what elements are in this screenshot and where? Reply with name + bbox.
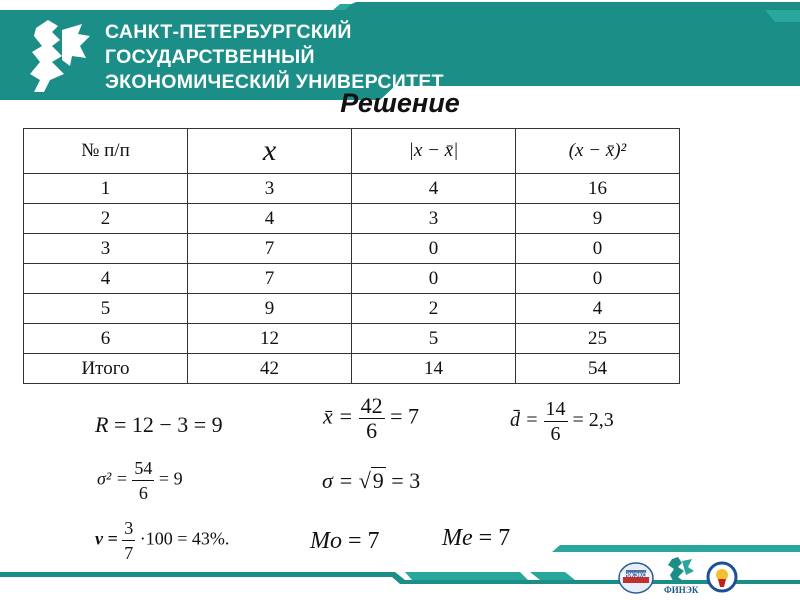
table-row [24, 174, 680, 204]
formula-mean-den: 6 [366, 418, 378, 443]
table-cell: 5 [352, 324, 516, 354]
logo-seal [706, 561, 738, 593]
table-cell: 4 [24, 264, 188, 294]
table-row [24, 234, 680, 264]
table-cell: 2 [24, 204, 188, 234]
table-cell: 9 [188, 294, 352, 324]
formula-cv-den: 7 [124, 543, 134, 563]
table-row [24, 204, 680, 234]
table-row [24, 324, 680, 354]
university-name [105, 20, 444, 95]
formula-mean-num: 42 [360, 393, 383, 418]
table-cell: 7 [188, 234, 352, 264]
table-cell: 4 [516, 294, 680, 324]
formula-variance-lhs: σ² = [97, 468, 128, 489]
table-cell: 3 [24, 234, 188, 264]
table-cell: 0 [352, 234, 516, 264]
formula-mean [323, 394, 419, 443]
formula-range-lhs: R [95, 412, 109, 437]
formula-stdev-result: = 3 [391, 468, 421, 493]
formula-variance-num: 54 [132, 456, 154, 481]
formula-range-rhs: = 12 − 3 = 9 [113, 412, 223, 437]
table-cell: 54 [516, 354, 680, 384]
formula-stdev [322, 468, 420, 494]
formula-cv-result: ·100 = 43%. [139, 528, 230, 549]
table-cell: 3 [352, 204, 516, 234]
formula-median-label: Me [442, 525, 473, 551]
logo-finek-text: ФИНЭК [664, 585, 699, 595]
sqrt-icon: √ [358, 468, 371, 493]
formula-mode-value: = 7 [348, 528, 380, 554]
table-cell: 4 [188, 204, 352, 234]
formula-cv-num: 3 [122, 516, 135, 541]
logo-finek [662, 555, 698, 597]
header-banner [0, 0, 800, 100]
table-row [24, 264, 680, 294]
table-row [24, 294, 680, 324]
footer-band [0, 535, 800, 600]
slide-title: Решение [340, 88, 460, 118]
table-cell: 6 [24, 324, 188, 354]
university-name-line1: САНКТ-ПЕТЕРБУРГСКИЙ [105, 21, 352, 43]
formula-variance [97, 456, 183, 505]
formula-stdev-lhs: σ = [322, 468, 359, 493]
table-header-row [24, 129, 680, 174]
university-name-line2: ГОСУДАРСТВЕННЫЙ [105, 46, 315, 68]
table-cell: 0 [516, 234, 680, 264]
formula-mad-num: 14 [545, 398, 566, 420]
formula-mode-label: Mo [310, 528, 342, 554]
university-name-line3: ЭКОНОМИЧЕСКИЙ УНИВЕРСИТЕТ [105, 71, 444, 93]
logo-inzhekon [617, 561, 655, 595]
formula-median-value: = 7 [478, 525, 511, 551]
table-cell: 5 [24, 294, 188, 324]
formula-cv-lhs: v = [95, 528, 118, 549]
solution-table [23, 128, 680, 384]
table-cell: 16 [516, 174, 680, 204]
formula-variance-result: = 9 [158, 468, 183, 489]
formula-mad-den: 6 [550, 423, 561, 445]
table-cell: 3 [188, 174, 352, 204]
table-cell: 0 [516, 264, 680, 294]
formula-variance-fraction [132, 456, 154, 505]
table-cell: 14 [352, 354, 516, 384]
table-cell: 42 [188, 354, 352, 384]
formula-mad-lhs: d̄ = [510, 409, 539, 432]
formula-mad-result: = 2,3 [572, 409, 614, 432]
table-cell: 7 [188, 264, 352, 294]
table-cell: 4 [352, 174, 516, 204]
table-cell: 0 [352, 264, 516, 294]
table-cell: 1 [24, 174, 188, 204]
formula-mean-result: = 7 [390, 403, 420, 429]
formula-mean-lhs: x̄ = [323, 403, 354, 429]
header-squared-deviation: (x − x̄)² [516, 129, 680, 174]
formula-variance-den: 6 [138, 483, 148, 503]
finek-griffin-icon [662, 555, 698, 585]
formula-stdev-radicand: 9 [372, 468, 384, 493]
table-cell: 9 [516, 204, 680, 234]
header-number: № п/п [24, 129, 188, 174]
table-cell: 25 [516, 324, 680, 354]
table-cell: 12 [188, 324, 352, 354]
table-total-row [24, 354, 680, 384]
logo-inzhekon-text: ИНЖЭКОН [620, 573, 651, 579]
formula-mad-fraction [544, 397, 568, 446]
header-abs-deviation: |x − x̄| [352, 129, 516, 174]
formula-range [95, 412, 223, 438]
table-cell: 2 [352, 294, 516, 324]
formula-mad [510, 397, 614, 446]
formula-mean-fraction [359, 394, 385, 443]
header-x: x [188, 129, 352, 174]
round-seal-icon [706, 561, 738, 593]
table-cell: Итого [24, 354, 188, 384]
